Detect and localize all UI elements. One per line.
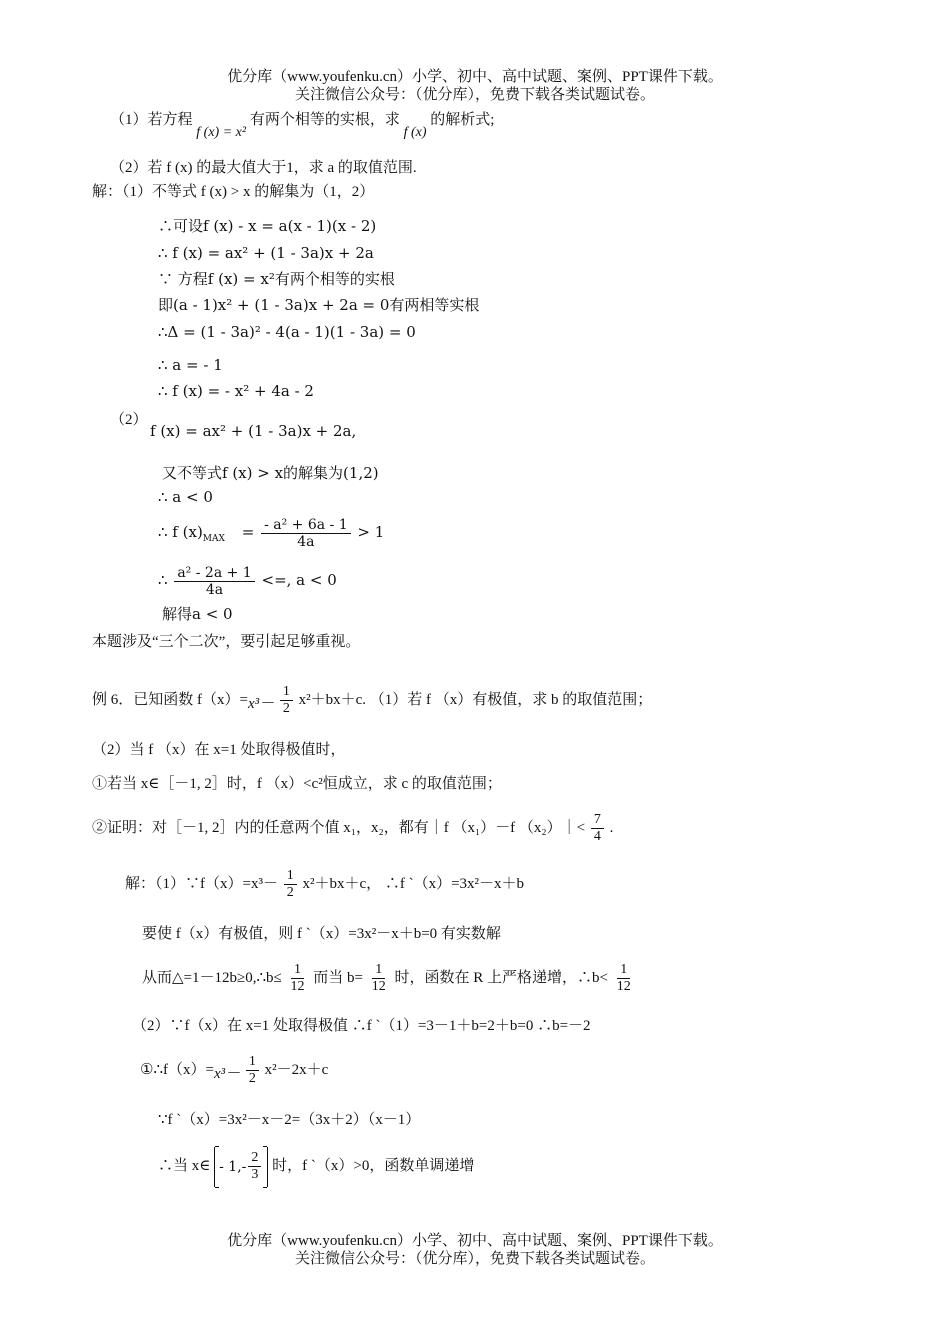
sol3-fraction-1 bbox=[288, 962, 308, 995]
sol7-text-b: 时，f `（x）>0，函数单调递增 bbox=[272, 1158, 475, 1174]
ex6-title-den: 2 bbox=[282, 701, 290, 717]
example6-q2-2 bbox=[92, 808, 613, 848]
sol1-den: 2 bbox=[286, 885, 294, 901]
sol3-num-3: 1 bbox=[617, 962, 630, 979]
step4-denominator: 4a bbox=[205, 581, 224, 598]
sol3-text-c: 时，函数在 R 上严格递增，∴b< bbox=[394, 970, 608, 986]
ex6-q22-den: 4 bbox=[593, 829, 601, 845]
question-1 bbox=[110, 110, 495, 140]
solution-step-3: ∵ 方程f (x) = x²有两个相等的实根 bbox=[158, 270, 395, 288]
step4-fraction bbox=[174, 565, 254, 598]
example6-title bbox=[92, 680, 652, 720]
sol3-den-2: 12 bbox=[371, 979, 386, 995]
sol3-text-a: 从而△=1－12b≥0,∴b≤ bbox=[142, 970, 282, 986]
ex6-sol-7 bbox=[158, 1144, 474, 1188]
sol1-fraction bbox=[284, 868, 297, 901]
example6-q2: （2）当 f （x）在 x=1 处取得极值时， bbox=[92, 742, 346, 758]
sol3-num-2: 1 bbox=[372, 962, 385, 979]
example6-q2-1: ①若当 x∈［－1, 2］时，f （x）<c²恒成立，求 c 的取值范围； bbox=[92, 776, 502, 792]
footer-line-2: 关注微信公众号：（优分库），免费下载各类试题试卷。 bbox=[294, 1251, 655, 1267]
step4-numerator: a² - 2a + 1 bbox=[174, 565, 254, 582]
part2-step-5: 解得a < 0 bbox=[162, 605, 233, 623]
part2-step-2: ∴ a < 0 bbox=[158, 488, 213, 506]
note: 本题涉及“三个二次”，要引起足够重视。 bbox=[92, 634, 361, 650]
solution-intro: 解：（1）不等式 f (x) > x 的解集为（1，2） bbox=[92, 184, 375, 200]
ex6-title-num: 1 bbox=[280, 684, 293, 701]
q1-text-b: 有两个相等的实根，求 bbox=[249, 112, 400, 128]
header-line-2: 关注微信公众号：（优分库），免费下载各类试题试卷。 bbox=[294, 87, 655, 103]
ex6-title-b: x³－ bbox=[247, 696, 275, 712]
sol1-text-b: x²＋bx＋c， ∴f `（x）=3x²－x＋b bbox=[302, 876, 525, 892]
ex6-sol-6: ∵f `（x）=3x²－x－2=（3x＋2）（x－1） bbox=[158, 1112, 421, 1128]
ex6-sol-5 bbox=[140, 1050, 328, 1090]
solution-step-2: ∴ f (x) = ax² + (1 - 3a)x + 2a bbox=[158, 244, 374, 262]
ex6-title-a: 例 6．已知函数 f（x）= bbox=[92, 692, 248, 708]
sol3-den-1: 12 bbox=[290, 979, 305, 995]
interval-fraction bbox=[248, 1150, 261, 1183]
ex6-sol-4: （2）∵f（x）在 x=1 处取得极值 ∴f `（1）=3－1＋b=2＋b=0 ∴b=－2 bbox=[132, 1018, 591, 1034]
ex6-q22-fraction bbox=[591, 812, 604, 845]
header-line-1: 优分库（www.youfenku.cn）小学、初中、高中试题、案例、PPT课件下载。 bbox=[227, 69, 723, 85]
part2-step-3: ∴ f $(x)_{MAX}$ = $\frac{\text{- a² + 6a - 1}}{4a}$ > 1 bbox=[158, 516, 385, 550]
question-2: （2）若 f (x) 的最大值大于1，求 a 的取值范围. bbox=[110, 160, 417, 176]
sol1-text-a: 解：（1）∵f（x）=x³－ bbox=[125, 876, 278, 892]
sol5-text-a: ①∴f（x）= bbox=[140, 1062, 214, 1078]
interval-den: 3 bbox=[251, 1167, 259, 1183]
sol3-num-1: 1 bbox=[291, 962, 304, 979]
interval-left: - 1,- bbox=[219, 1158, 247, 1175]
solution-step-1: ∴可设f (x) - x = a(x - 1)(x - 2) bbox=[158, 217, 377, 235]
sol5-fraction bbox=[246, 1054, 259, 1087]
fmax-denominator: 4a bbox=[297, 533, 315, 550]
sol3-text-b: 而当 b= bbox=[313, 970, 363, 986]
sol3-fraction-2 bbox=[369, 962, 389, 995]
ex6-q22-dot: . bbox=[609, 820, 614, 836]
part2-label: （2） bbox=[110, 412, 148, 428]
ex6-title-fraction bbox=[280, 684, 293, 717]
step4-inequality: <=, a < 0 bbox=[261, 571, 337, 589]
solution-step-4: 即(a - 1)x² + (1 - 3a)x + 2a = 0有两相等实根 bbox=[158, 296, 480, 314]
solution-step-7: ∴ f (x) = - x² + 4a - 2 bbox=[158, 382, 314, 400]
sol5-den: 2 bbox=[248, 1071, 256, 1087]
q1-equation: f (x) = x² bbox=[196, 125, 247, 140]
q1-fx: f (x) bbox=[403, 125, 427, 140]
footer-line-1: 优分库（www.youfenku.cn）小学、初中、高中试题、案例、PPT课件下载。 bbox=[227, 1233, 723, 1249]
max-subscript: MAX bbox=[202, 534, 225, 544]
ex6-q22-num: 7 bbox=[591, 812, 604, 829]
q1-text-a: （1）若方程 bbox=[110, 112, 193, 128]
sol7-text-a: ∴当 x∈ bbox=[158, 1158, 211, 1174]
fmax-inequality: > 1 bbox=[357, 523, 385, 541]
interval-num: 2 bbox=[248, 1150, 261, 1167]
sol3-den-3: 12 bbox=[616, 979, 631, 995]
solution-step-6: ∴ a = - 1 bbox=[158, 356, 223, 374]
sol5-text-b: x³－ bbox=[213, 1066, 241, 1082]
q1-text-c: 的解析式; bbox=[430, 112, 495, 128]
part2-step-4: ∴ $\frac{\text{a² - 2a + 1}}{4a}$ <=, a < 0 bbox=[158, 564, 337, 598]
sol3-fraction-3 bbox=[614, 962, 634, 995]
ex6-title-c: x²＋bx＋c. （1）若 f （x）有极值，求 b 的取值范围； bbox=[298, 692, 653, 708]
fmax-numerator: - a² + 6a - 1 bbox=[261, 517, 351, 534]
part2-step-1: 又不等式f (x) > x的解集为(1,2) bbox=[162, 464, 379, 482]
fmax-fraction bbox=[261, 517, 351, 550]
ex6-sol-3 bbox=[142, 958, 636, 998]
sol5-text-c: x²－2x＋c bbox=[264, 1062, 329, 1078]
interval-bracket bbox=[214, 1147, 268, 1187]
sol5-num: 1 bbox=[246, 1054, 259, 1071]
ex6-sol-1 bbox=[125, 864, 524, 904]
part2-equation: f (x) = ax² + (1 - 3a)x + 2a, bbox=[150, 422, 357, 440]
solution-step-5: ∴Δ = (1 - 3a)² - 4(a - 1)(1 - 3a) = 0 bbox=[158, 323, 416, 341]
sol1-num: 1 bbox=[284, 868, 297, 885]
fmax-label: ∴ f (x) bbox=[158, 523, 203, 541]
ex6-q22-text: ②证明：对［－1, 2］内的任意两个值 x₁，x₂，都有｜f （x₁）－f （x₂）｜< bbox=[92, 820, 586, 836]
ex6-sol-2: 要使 f（x）有极值，则 f `（x）=3x²－x＋b=0 有实数解 bbox=[142, 926, 501, 942]
